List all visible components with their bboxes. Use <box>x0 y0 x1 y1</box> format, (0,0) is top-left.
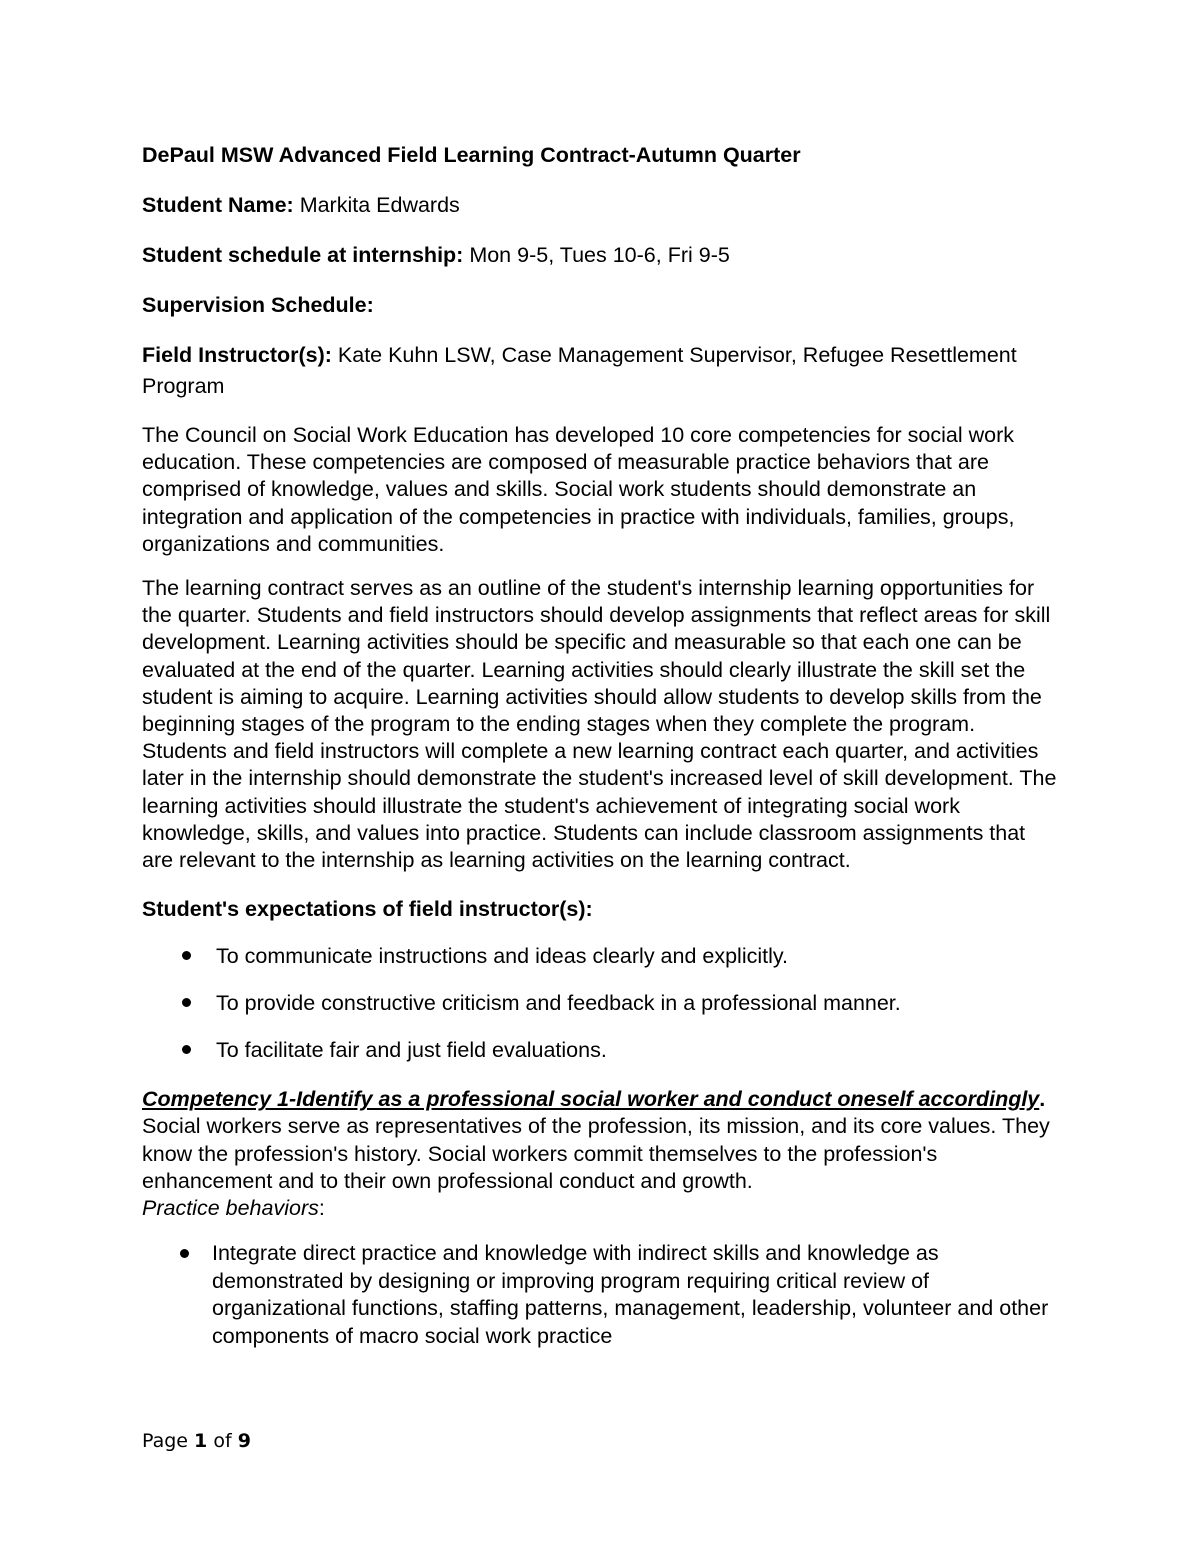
contract-paragraph: The learning contract serves as an outline of the student's internship learning opportunities for the quarter. Students and field instructors should develop assignments that reflect areas for skill development. Learning activities should be specific and measurable so that each one can be evaluated at the end of the quarter. Learning activities should clearly illustrate the skill set the student is aiming to acquire. Learning activities should allow students to develop skills from the beginning stages of the program to the ending stages when they complete the program. Students and field instructors will complete a new learning contract each quarter, and activities later in the internship should demonstrate the student's increased level of skill development. The learning activities should illustrate the student's achievement of integrating social work knowledge, skills, and values into practice. Students can include classroom assignments that are relevant to the internship as learning activities on the learning contract. <box>142 576 1057 873</box>
list-item-text: To facilitate fair and just field evaluations. <box>216 1038 607 1063</box>
supervision-line <box>142 290 1062 320</box>
list-item <box>142 989 1062 1017</box>
student-name-line <box>142 190 1062 220</box>
page-number: 1 <box>194 1430 208 1452</box>
list-item <box>142 1036 1062 1064</box>
student-name-label: Student Name: <box>142 193 294 217</box>
schedule-line <box>142 240 1062 270</box>
practice-behaviors-label: Practice behaviors <box>142 1196 319 1221</box>
page-word: Page <box>142 1430 195 1452</box>
practice-behaviors-colon: : <box>318 1196 325 1221</box>
bullet-icon <box>182 951 191 960</box>
supervision-label: Supervision Schedule: <box>142 293 374 317</box>
competency-1-body: Social workers serve as representatives of the profession, its mission, and its core values. They know the profession's history. Social workers commit themselves to the profession's enhancement and to their own professional conduct and growth. <box>142 1114 1050 1193</box>
competency-1-section <box>142 1086 1062 1222</box>
field-instructor-value: Kate Kuhn LSW, Case Management Supervisor, Refugee Resettlement Program <box>142 343 1017 398</box>
bullet-icon <box>180 1249 189 1258</box>
of-word: of <box>207 1430 238 1452</box>
field-instructor-line <box>142 340 1062 402</box>
list-item-text: Integrate direct practice and knowledge with indirect skills and knowledge as demonstrated by designing or improving program requiring critical review of organizational functions, staffing patterns, management, leadership, volunteer and other components of macro social work practice <box>212 1241 1049 1348</box>
competency-1-title: Competency 1-Identify as a professional social worker and conduct oneself accordingly <box>142 1087 1040 1112</box>
bullet-icon <box>182 1045 191 1054</box>
schedule-value: Mon 9-5, Tues 10-6, Fri 9-5 <box>463 243 730 267</box>
page-total: 9 <box>237 1430 251 1452</box>
bullet-icon <box>182 998 191 1007</box>
list-item-text: To communicate instructions and ideas clearly and explicitly. <box>216 944 789 969</box>
practice-behaviors-list <box>142 1240 1062 1350</box>
schedule-label: Student schedule at internship: <box>142 243 464 267</box>
list-item <box>142 942 1062 970</box>
list-item-text: To provide constructive criticism and feedback in a professional manner. <box>216 991 901 1016</box>
competency-1-period: . <box>1039 1087 1046 1112</box>
field-instructor-label: Field Instructor(s): <box>142 343 332 367</box>
intro-paragraph: The Council on Social Work Education has developed 10 core competencies for social work education. These competencies are composed of measurable practice behaviors that are comprised of knowledge, values and skills. Social work students should demonstrate an integration and application of the competencies in practice with individuals, families, groups, organizations and communities. <box>142 423 1015 556</box>
list-item <box>142 1240 1062 1350</box>
document-title: DePaul MSW Advanced Field Learning Contract-Autumn Quarter <box>142 143 801 167</box>
expectations-heading: Student's expectations of field instructor(s): <box>142 897 593 922</box>
document-page <box>142 140 1062 1350</box>
page-footer <box>142 1430 251 1452</box>
student-name-value: Markita Edwards <box>293 193 460 217</box>
expectations-list <box>142 942 1062 1064</box>
